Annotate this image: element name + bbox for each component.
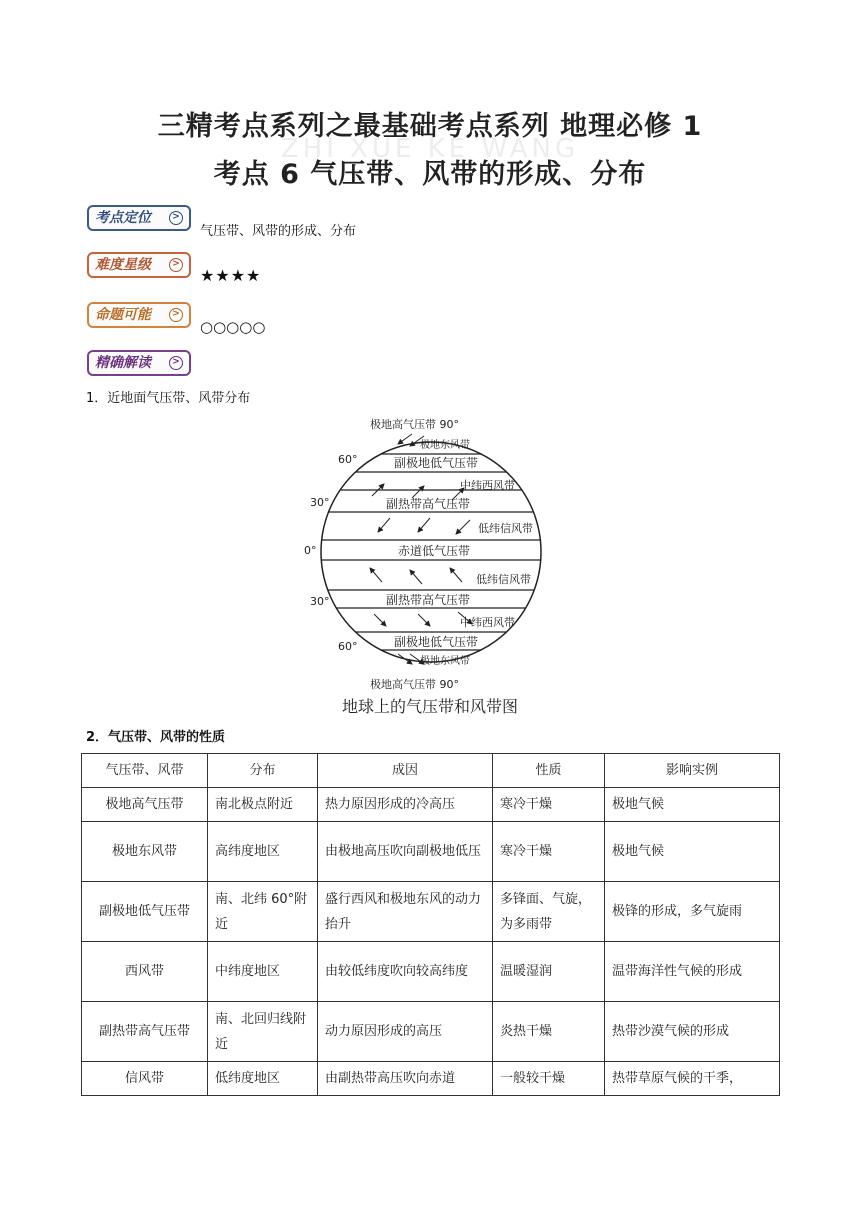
table-cell: 极地高气压带 (82, 788, 208, 822)
label-lat-60n: 60° (338, 453, 358, 466)
section-2-heading: 2．气压带、风带的性质 (86, 730, 226, 745)
table-row (82, 788, 780, 822)
likelihood-circles: ○○○○○ (200, 318, 266, 336)
table-row (82, 882, 780, 942)
badge-label: 命题可能 (95, 307, 151, 323)
table-cell: 中纬度地区 (208, 942, 318, 1002)
table-cell: 热带草原气候的干季， (605, 1062, 780, 1096)
table-cell: 由较低纬度吹向较高纬度 (318, 942, 493, 1002)
watermark: ZHI XUE KE WANG (280, 134, 580, 164)
label-top: 极地高气压带 90° (370, 418, 459, 431)
table-cell: 由极地高压吹向副极地低压 (318, 822, 493, 882)
difficulty-stars: ★★★★ (200, 266, 262, 285)
table-cell: 寒冷干燥 (493, 788, 605, 822)
badge-label: 精确解读 (95, 355, 151, 371)
table-row (82, 942, 780, 1002)
table-cell: 低纬度地区 (208, 1062, 318, 1096)
badge-nandu-xingji (87, 252, 191, 278)
label-polar-east-n: 极地东风带 (420, 440, 470, 451)
table-cell: 多锋面、气旋，为多雨带 (493, 882, 605, 942)
table-header-cell: 影响实例 (605, 754, 780, 788)
table-cell: 极锋的形成，多气旋雨 (605, 882, 780, 942)
pressure-wind-belt-diagram (300, 410, 562, 692)
table-header-row (82, 754, 780, 788)
table-cell: 热力原因形成的冷高压 (318, 788, 493, 822)
label-equator-low: 赤道低气压带 (398, 544, 471, 558)
badge-mingti-keneng (87, 302, 191, 328)
badge-jingque-jiedu (87, 350, 191, 376)
table-header-cell: 性质 (493, 754, 605, 788)
label-trade-s: 低纬信风带 (476, 573, 531, 586)
label-sub-tropical-high-n: 副热带高气压带 (386, 497, 471, 511)
page-title: 三精考点系列之最基础考点系列 地理必修 1 (157, 111, 703, 142)
label-westerly-n: 中纬西风带 (460, 479, 515, 492)
label-lat-30s: 30° (310, 595, 330, 608)
table-header-cell: 分布 (208, 754, 318, 788)
label-polar-east-s: 极地东风带 (420, 656, 470, 667)
table-cell: 寒冷干燥 (493, 822, 605, 882)
table-header-cell: 气压带、风带 (82, 754, 208, 788)
label-lat-60s: 60° (338, 640, 358, 653)
label-bottom: 极地高气压带 90° (370, 678, 459, 691)
table-cell: 副极地低气压带 (82, 882, 208, 942)
chevron-right-icon: > (169, 258, 183, 272)
page-subtitle: 考点 6 气压带、风带的形成、分布 (213, 159, 647, 190)
table-cell: 动力原因形成的高压 (318, 1002, 493, 1062)
chevron-right-icon: > (169, 356, 183, 370)
table-cell: 极地气候 (605, 822, 780, 882)
chevron-right-icon: > (169, 308, 183, 322)
table-cell: 热带沙漠气候的形成 (605, 1002, 780, 1062)
table-row (82, 1062, 780, 1096)
table-cell: 温带海洋性气候的形成 (605, 942, 780, 1002)
label-westerly-s: 中纬西风带 (460, 616, 515, 629)
table-cell: 盛行西风和极地东风的动力抬升 (318, 882, 493, 942)
table-header-cell: 成因 (318, 754, 493, 788)
chevron-right-icon: > (169, 211, 183, 225)
table-cell: 炎热干燥 (493, 1002, 605, 1062)
table-cell: 西风带 (82, 942, 208, 1002)
table-cell: 温暖湿润 (493, 942, 605, 1002)
label-trade-n: 低纬信风带 (478, 522, 533, 535)
table-cell: 信风带 (82, 1062, 208, 1096)
properties-table (81, 753, 780, 1096)
label-sub-tropical-high-s: 副热带高气压带 (386, 593, 471, 607)
badge-value-location: 气压带、风带的形成、分布 (200, 224, 357, 239)
badge-label: 考点定位 (95, 210, 151, 226)
label-sub-polar-low-s: 副极地低气压带 (394, 635, 479, 649)
label-sub-polar-low-n: 副极地低气压带 (394, 456, 479, 470)
table-cell: 南、北回归线附近 (208, 1002, 318, 1062)
table-cell: 副热带高气压带 (82, 1002, 208, 1062)
label-lat-0: 0° (304, 544, 317, 557)
badge-kaodian-dingwei (87, 205, 191, 231)
table-cell: 一般较干燥 (493, 1062, 605, 1096)
table-cell: 极地东风带 (82, 822, 208, 882)
table-cell: 南、北纬 60°附近 (208, 882, 318, 942)
table-cell: 由副热带高压吹向赤道 (318, 1062, 493, 1096)
table-cell: 极地气候 (605, 788, 780, 822)
table-cell: 南北极点附近 (208, 788, 318, 822)
table-row (82, 1002, 780, 1062)
diagram-caption: 地球上的气压带和风带图 (341, 697, 518, 716)
section-1-heading: 1．近地面气压带、风带分布 (86, 391, 251, 406)
label-lat-30n: 30° (310, 496, 330, 509)
table-cell: 高纬度地区 (208, 822, 318, 882)
badge-label: 难度星级 (95, 257, 151, 273)
table-row (82, 822, 780, 882)
